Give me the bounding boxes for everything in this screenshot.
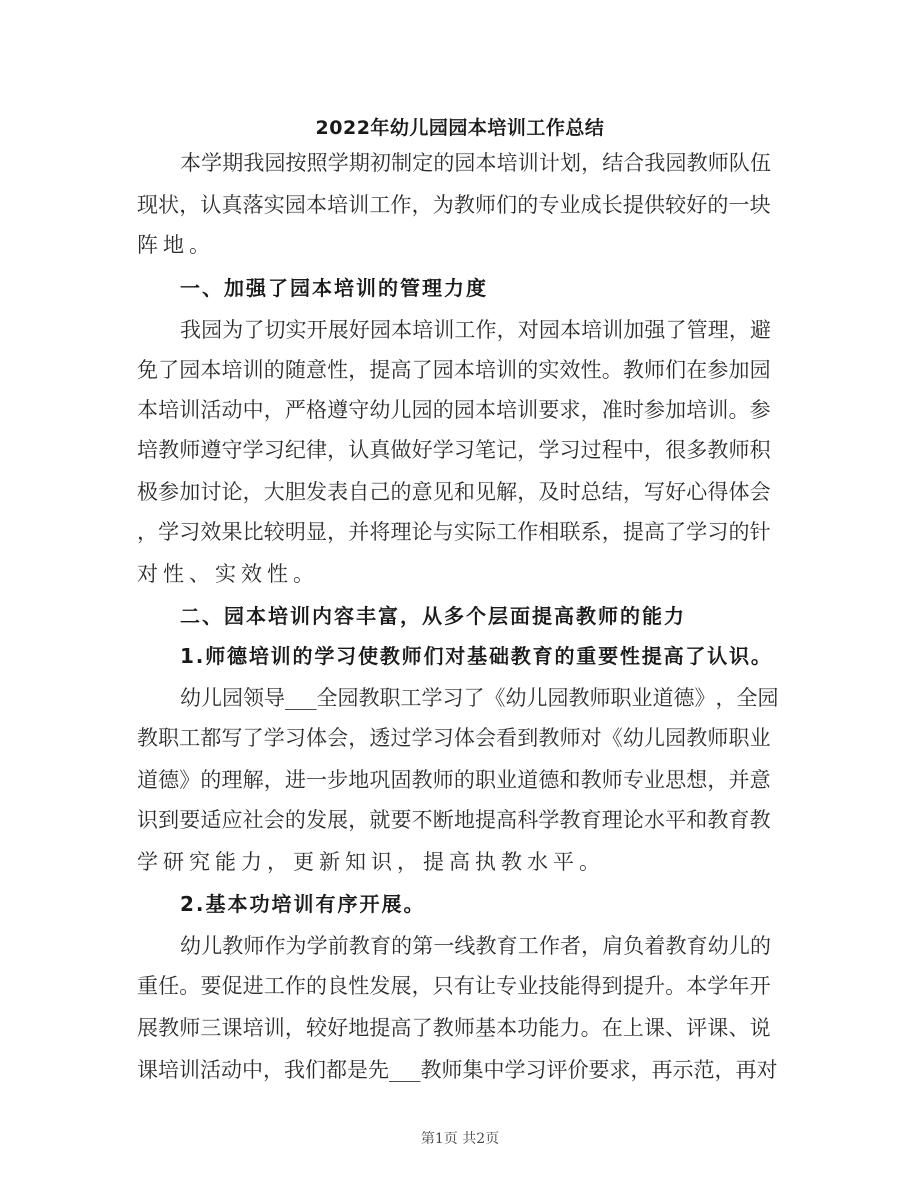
section-heading-1: 一、加强了园本培训的管理力度	[180, 276, 488, 300]
paragraph-line: 展 教 师 三 课 培 训 ， 较 好 地 提 高 了 教 师 基 本 功 能 力 。 在 上 课 、 评 课 、 说	[137, 1016, 771, 1040]
section-heading-2: 二、园本培训内容丰富，从多个层面提高教师的能力	[180, 604, 686, 628]
document-title: 2022年幼儿园园本培训工作总结	[315, 117, 605, 139]
paragraph-line: 对性、实效性。	[137, 562, 319, 586]
paragraph-line: 免 了 园 本 培 训 的 随 意 性 ， 提 高 了 园 本 培 训 的 实 效 性 。 教 师 们 在 参 加 园	[137, 358, 771, 382]
paragraph-line: 道 德 》 的 理 解 ， 进 一 步 地 巩 固 教 师 的 职 业 道 德 和 教 师 专 业 思 想 ， 并 意	[137, 768, 771, 792]
paragraph-line: 培 教 师 遵 守 学 习 纪 律 ， 认 真 做 好 学 习 笔 记 ， 学 习 过 程 中 ， 很 多 教 师 积	[137, 438, 771, 462]
paragraph-line: 教 职 工 都 写 了 学 习 体 会 ， 透 过 学 习 体 会 看 到 教 师 对 《 幼 儿 园 教 师 职 业	[137, 726, 771, 750]
paragraph-line: ， 学 习 效 果 比 较 明 显 ， 并 将 理 论 与 实 际 工 作 相 联 系 ， 提 高 了 学 习 的 针	[137, 520, 771, 544]
page-indicator: 第1页 共2页	[420, 1131, 500, 1147]
paragraph-line: 我 园 为 了 切 实 开 展 好 园 本 培 训 工 作 ， 对 园 本 培 训 加 强 了 管 理 ， 避	[180, 318, 771, 342]
subsection-heading-1: 1 . 师 德 培 训 的 学 习 使 教 师 们 对 基 础 教 育 的 重 要 性 提 高 了 认 识 。	[180, 644, 771, 668]
paragraph-line: 课 培 训 活 动 中 ， 我 们 都 是 先 _ _ _ 教 师 集 中 学 习 评 价 要 求 ， 再 示 范 ， 再 对	[137, 1058, 778, 1082]
paragraph-line: 阵地。	[137, 233, 215, 257]
paragraph-line: 幼 儿 园 领 导 _ _ _ 全 园 教 职 工 学 习 了 《 幼 儿 园 教 师 职 业 道 德 》 ， 全 园	[180, 686, 779, 710]
paragraph-line: 识 到 要 适 应 社 会 的 发 展 ， 就 要 不 断 地 提 高 科 学 教 育 理 论 水 平 和 教 育 教	[137, 808, 771, 832]
paragraph-line: 本 学 期 我 园 按 照 学 期 初 制 定 的 园 本 培 训 计 划 ， 结 合 我 园 教 师 队 伍	[180, 151, 771, 175]
paragraph-line: 幼 儿 教 师 作 为 学 前 教 育 的 第 一 线 教 育 工 作 者 ， 肩 负 着 教 育 幼 儿 的	[180, 934, 771, 958]
paragraph-line: 本 培 训 活 动 中 ， 严 格 遵 守 幼 儿 园 的 园 本 培 训 要 求 ， 准 时 参 加 培 训 。 参	[137, 398, 771, 422]
paragraph-line: 现 状 ， 认 真 落 实 园 本 培 训 工 作 ， 为 教 师 们 的 专 业 成 长 提 供 较 好 的 一 块	[137, 193, 771, 217]
paragraph-line: 极 参 加 讨 论 ， 大 胆 发 表 自 己 的 意 见 和 见 解 ， 及 时 总 结 ， 写 好 心 得 体 会	[137, 480, 771, 504]
subsection-heading-2: 2.基本功培训有序开展。	[180, 892, 426, 916]
paragraph-line: 学研究能力，更新知识，提高执教水平。	[137, 850, 605, 874]
paragraph-line: 重 任 。 要 促 进 工 作 的 良 性 发 展 ， 只 有 让 专 业 技 能 得 到 提 升 。 本 学 年 开	[137, 974, 771, 998]
